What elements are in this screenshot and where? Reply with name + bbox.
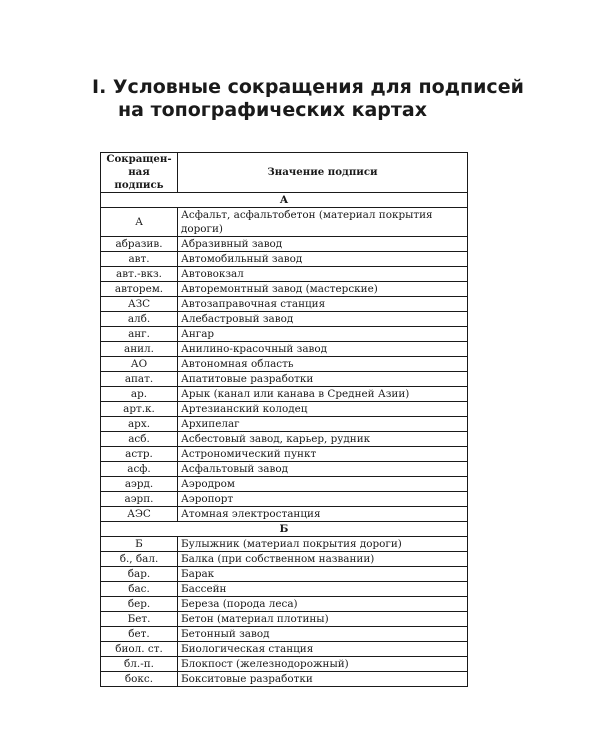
meaning-cell: Асфальтовый завод — [178, 462, 468, 477]
table-row — [101, 552, 468, 567]
table-header — [101, 153, 468, 193]
meaning-cell: Бетон (материал плотины) — [178, 612, 468, 627]
table-row — [101, 282, 468, 297]
abbreviation-cell: авт. — [101, 252, 178, 267]
meaning-cell: Береза (порода леса) — [178, 597, 468, 612]
abbreviation-cell: арх. — [101, 417, 178, 432]
meaning-cell: Биологическая станция — [178, 642, 468, 657]
table-body — [101, 193, 468, 687]
table-row — [101, 462, 468, 477]
section-letter-row — [101, 193, 468, 208]
table-row — [101, 208, 468, 237]
abbreviation-cell: авт.-вкз. — [101, 267, 178, 282]
abbreviation-cell: бокс. — [101, 672, 178, 687]
abbreviation-cell: АЗС — [101, 297, 178, 312]
abbreviation-cell: анил. — [101, 342, 178, 357]
meaning-cell: Автономная область — [178, 357, 468, 372]
meaning-cell: Балка (при собственном названии) — [178, 552, 468, 567]
abbreviation-cell: астр. — [101, 447, 178, 462]
abbreviation-cell: бет. — [101, 627, 178, 642]
table-row — [101, 312, 468, 327]
column-header-meaning: Значение подписи — [178, 153, 468, 193]
meaning-cell: Апатитовые разработки — [178, 372, 468, 387]
abbreviation-cell: ар. — [101, 387, 178, 402]
table-row — [101, 477, 468, 492]
abbreviation-cell: авторем. — [101, 282, 178, 297]
abbreviation-cell: асб. — [101, 432, 178, 447]
table-row — [101, 297, 468, 312]
abbreviation-cell: бар. — [101, 567, 178, 582]
table-row — [101, 612, 468, 627]
page-title-line-1: I. Условные сокращения для подписей — [92, 76, 524, 98]
abbreviation-cell: биол. ст. — [101, 642, 178, 657]
table-row — [101, 432, 468, 447]
meaning-cell: Асбестовый завод, карьер, рудник — [178, 432, 468, 447]
table-row — [101, 327, 468, 342]
meaning-cell: Ангар — [178, 327, 468, 342]
meaning-cell: Автомобильный завод — [178, 252, 468, 267]
meaning-cell: Арык (канал или канава в Средней Азии) — [178, 387, 468, 402]
page-title — [92, 76, 572, 122]
abbreviation-cell: бер. — [101, 597, 178, 612]
section-letter: А — [101, 193, 468, 208]
table-row — [101, 627, 468, 642]
table-row — [101, 492, 468, 507]
abbreviation-cell: АО — [101, 357, 178, 372]
meaning-cell: Атомная электростанция — [178, 507, 468, 522]
table-row — [101, 582, 468, 597]
abbreviation-cell: АЭС — [101, 507, 178, 522]
abbreviation-cell: Бет. — [101, 612, 178, 627]
abbreviation-cell: арт.к. — [101, 402, 178, 417]
abbreviations-table — [100, 152, 468, 687]
meaning-cell: Барак — [178, 567, 468, 582]
meaning-cell: Астрономический пункт — [178, 447, 468, 462]
meaning-cell: Абразивный завод — [178, 237, 468, 252]
section-letter-row — [101, 522, 468, 537]
abbreviation-cell: асф. — [101, 462, 178, 477]
abbreviation-cell: аэрд. — [101, 477, 178, 492]
abbreviation-cell: абразив. — [101, 237, 178, 252]
abbreviation-cell: анг. — [101, 327, 178, 342]
table-row — [101, 267, 468, 282]
table-row — [101, 447, 468, 462]
meaning-cell: Бассейн — [178, 582, 468, 597]
table-row — [101, 567, 468, 582]
meaning-cell: Анилино-красочный завод — [178, 342, 468, 357]
meaning-cell: Артезианский колодец — [178, 402, 468, 417]
meaning-cell: Аэродром — [178, 477, 468, 492]
abbreviation-cell: аэрп. — [101, 492, 178, 507]
meaning-cell: Автозаправочная станция — [178, 297, 468, 312]
abbreviation-cell: бас. — [101, 582, 178, 597]
meaning-cell: Аэропорт — [178, 492, 468, 507]
meaning-cell: Авторемонтный завод (мастерские) — [178, 282, 468, 297]
table-row — [101, 597, 468, 612]
meaning-cell: Асфальт, асфальтобетон (материал покрытия дороги) — [178, 208, 468, 237]
meaning-cell: Бокситовые разработки — [178, 672, 468, 687]
section-letter: Б — [101, 522, 468, 537]
meaning-cell: Автовокзал — [178, 267, 468, 282]
abbreviation-cell: апат. — [101, 372, 178, 387]
column-header-abbreviation: Сокращен-ная подпись — [101, 153, 178, 193]
meaning-cell: Булыжник (материал покрытия дороги) — [178, 537, 468, 552]
table-row — [101, 252, 468, 267]
table-row — [101, 357, 468, 372]
page-title-line-2: на топографических картах — [118, 99, 428, 121]
abbreviation-cell: алб. — [101, 312, 178, 327]
table-row — [101, 342, 468, 357]
table-row — [101, 402, 468, 417]
abbreviation-cell: бл.-п. — [101, 657, 178, 672]
meaning-cell: Бетонный завод — [178, 627, 468, 642]
table-row — [101, 387, 468, 402]
table-row — [101, 672, 468, 687]
meaning-cell: Архипелаг — [178, 417, 468, 432]
abbreviation-cell: Б — [101, 537, 178, 552]
abbreviation-cell: б., бал. — [101, 552, 178, 567]
table-row — [101, 507, 468, 522]
table-row — [101, 537, 468, 552]
table-row — [101, 372, 468, 387]
abbreviation-cell: А — [101, 208, 178, 237]
meaning-cell: Блокпост (железнодорожный) — [178, 657, 468, 672]
table-row — [101, 642, 468, 657]
table-row — [101, 237, 468, 252]
table-row — [101, 657, 468, 672]
table-row — [101, 417, 468, 432]
meaning-cell: Алебастровый завод — [178, 312, 468, 327]
